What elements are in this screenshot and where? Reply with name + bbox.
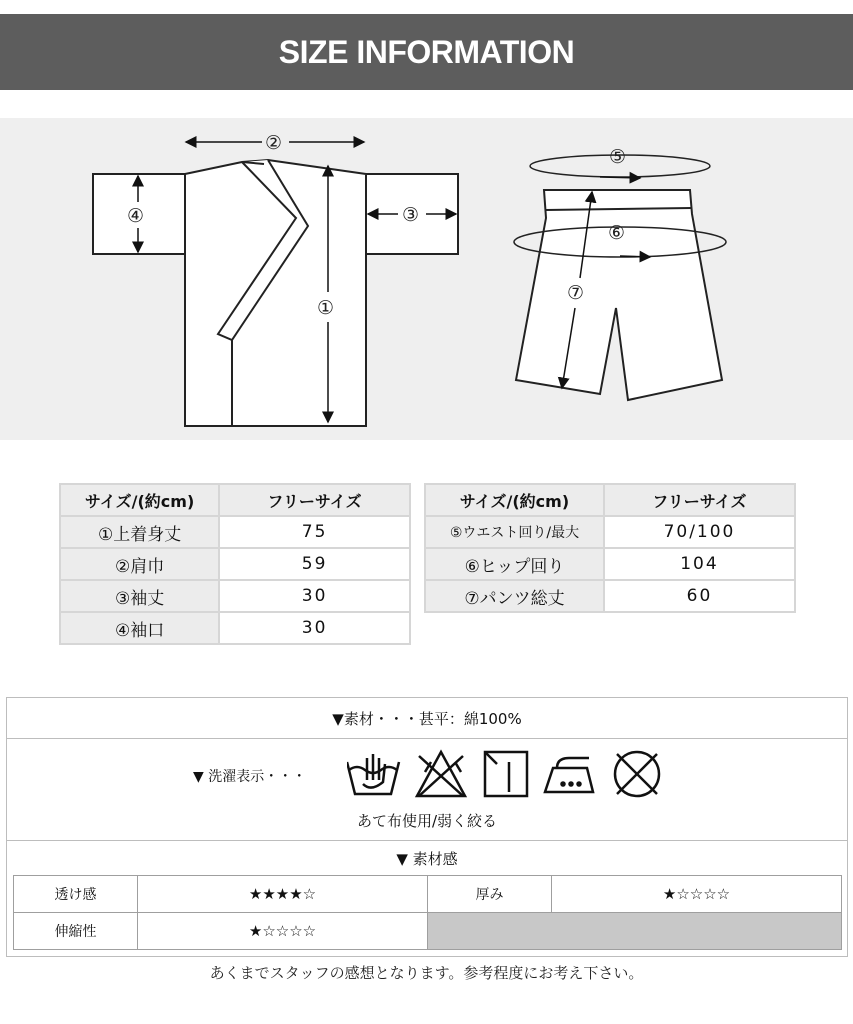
marker-2: ② bbox=[265, 132, 283, 154]
hand-wash-icon bbox=[347, 754, 399, 794]
size-value: 70/100 bbox=[604, 516, 795, 548]
table-row bbox=[60, 516, 410, 548]
table-row bbox=[425, 548, 795, 580]
empty-cell bbox=[428, 913, 842, 950]
feel-label: 透け感 bbox=[14, 876, 138, 913]
size-label: ①上着身丈 bbox=[60, 516, 219, 548]
feel-title: ▼ 素材感 bbox=[396, 850, 458, 868]
wash-section bbox=[7, 738, 847, 841]
table-row bbox=[60, 580, 410, 612]
size-label: ⑦パンツ総丈 bbox=[425, 580, 604, 612]
pants-size-table bbox=[424, 483, 796, 613]
feel-label: 伸縮性 bbox=[14, 913, 138, 950]
table-header: サイズ/(約cm) bbox=[425, 484, 604, 516]
jacket-size-table bbox=[59, 483, 411, 645]
jacket-outline bbox=[93, 160, 458, 426]
wash-label: ▼ 洗濯表示・・・ bbox=[193, 769, 307, 785]
size-label: ⑥ヒップ回り bbox=[425, 548, 604, 580]
table-row bbox=[60, 548, 410, 580]
size-value: 60 bbox=[604, 580, 795, 612]
table-header: フリーサイズ bbox=[219, 484, 410, 516]
marker-1: ① bbox=[317, 297, 335, 319]
no-dry-clean-icon bbox=[615, 752, 659, 796]
wash-icons bbox=[347, 748, 677, 804]
size-value: 104 bbox=[604, 548, 795, 580]
size-value: 30 bbox=[219, 580, 410, 612]
material-line bbox=[7, 698, 847, 739]
disclaimer-text: あくまでスタッフの感想となります。参考程度にお考え下さい。 bbox=[209, 964, 644, 982]
feel-stars: ★☆☆☆☆ bbox=[552, 876, 842, 913]
feel-stars: ★☆☆☆☆ bbox=[138, 913, 428, 950]
material-text: ▼素材・・・甚平：綿100% bbox=[332, 709, 522, 728]
garment-diagram bbox=[0, 118, 853, 440]
size-info-banner bbox=[0, 14, 853, 90]
table-row bbox=[425, 580, 795, 612]
table-row bbox=[14, 876, 842, 913]
size-value: 75 bbox=[219, 516, 410, 548]
feel-stars: ★★★★☆ bbox=[138, 876, 428, 913]
table-row bbox=[60, 612, 410, 644]
marker-6: ⑥ bbox=[608, 222, 626, 244]
wash-note: あて布使用/弱く絞る bbox=[356, 812, 498, 830]
marker-5: ⑤ bbox=[609, 146, 627, 168]
table-header: フリーサイズ bbox=[604, 484, 795, 516]
feel-label: 厚み bbox=[428, 876, 552, 913]
marker-7: ⑦ bbox=[567, 282, 585, 304]
drip-dry-icon bbox=[485, 752, 527, 796]
size-value: 30 bbox=[219, 612, 410, 644]
no-bleach-icon bbox=[417, 752, 465, 796]
garment-diagram-svg bbox=[0, 118, 853, 440]
material-feel-table bbox=[13, 875, 842, 950]
table-row bbox=[14, 913, 842, 950]
marker-3: ③ bbox=[402, 204, 420, 226]
size-label: ④袖口 bbox=[60, 612, 219, 644]
table-row bbox=[425, 516, 795, 548]
size-label: ③袖丈 bbox=[60, 580, 219, 612]
size-value: 59 bbox=[219, 548, 410, 580]
iron-low-icon bbox=[545, 758, 593, 792]
table-header: サイズ/(約cm) bbox=[60, 484, 219, 516]
banner-title: SIZE INFORMATION bbox=[278, 33, 575, 70]
size-label: ⑤ウエスト回り/最大 bbox=[425, 516, 604, 548]
size-label: ②肩巾 bbox=[60, 548, 219, 580]
marker-4: ④ bbox=[127, 205, 145, 227]
material-info-box bbox=[6, 697, 848, 957]
